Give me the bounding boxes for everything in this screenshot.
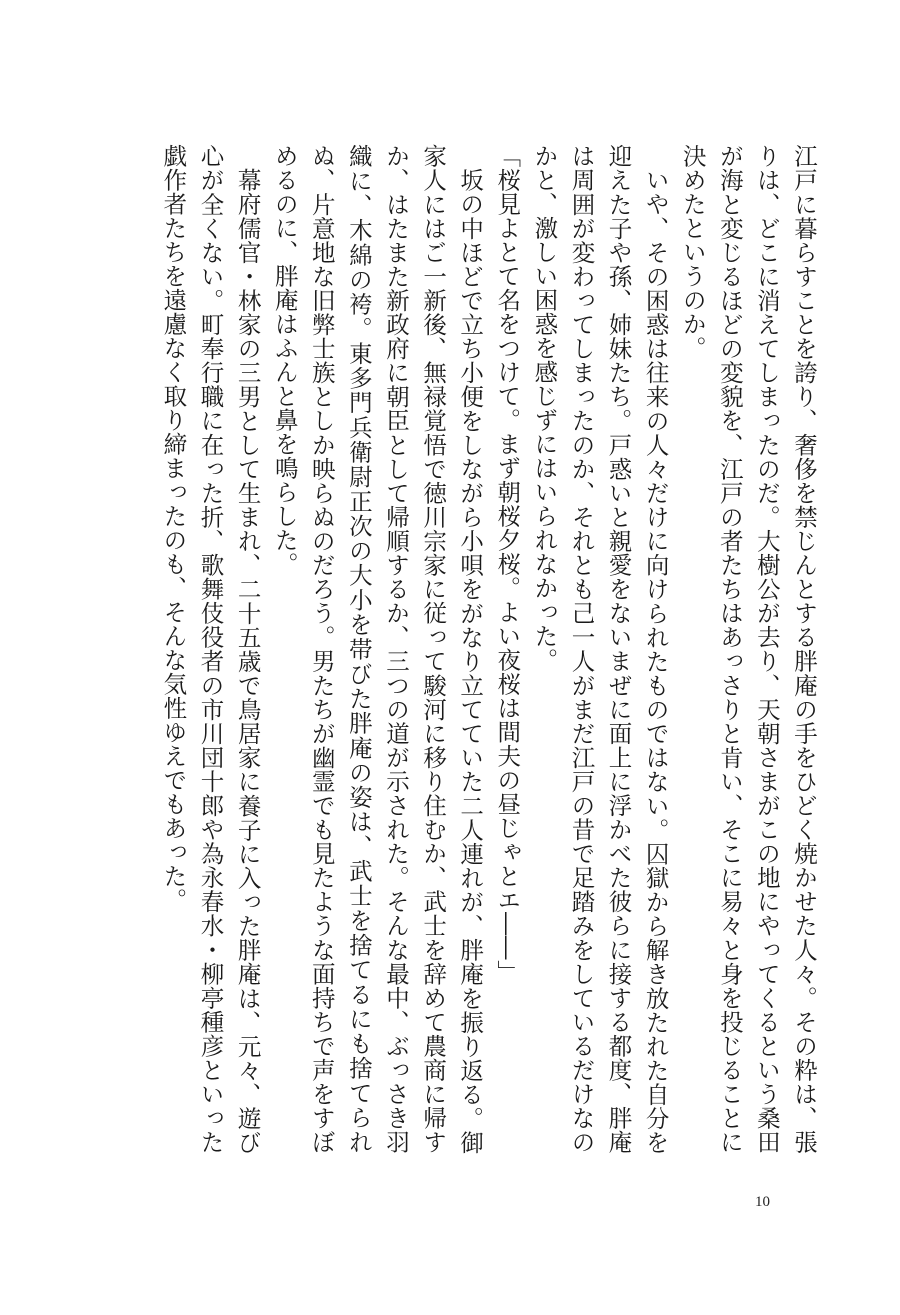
paragraph-5: 幕府儒官・林家の三男として生まれ、二十五歳で鳥居家に養子に入った胖庵は、元々、遊び心が全くない。町奉行職に在った折、歌舞伎役者の市川団十郎や為永春水・柳亭種彦といった戯作者たちを遠慮なく取り締まったのも、そんな気性ゆえでもあった。 (159, 144, 262, 1154)
paragraph-4: 坂の中ほどで立ち小便をしながら小唄をがなり立てていた二人連れが、胖庵を振り返る。御家人にはご一新後、無禄覚悟で徳川宗家に従って駿河に移り住むか、武士を辞めて農商に帰すか、はたまた新政府に朝臣として帰順するか、三つの道が示された。そんな最中、ぶっさき羽織に、木綿の袴。東多門兵衛尉正次の大小を帯びた胖庵の姿は、武士を捨てるにも捨てられぬ、片意地な旧弊士族としか映らぬのだろう。男たちが幽霊でも見たような面持ちで声をすぼめるのに、胖庵はふんと鼻を鳴らした。 (270, 144, 485, 1155)
paragraph-1: 江戸に暮らすことを誇り、奢侈を禁じんとする胖庵の手をひどく焼かせた人々。その粋は、張りは、どこに消えてしまったのだ。大樹公が去り、天朝さまがこの地にやってくるという桑田が海と変じるほどの変貌を、江戸の者たちはあっさりと肯い、そこに易々と身を投じることに決めたというのか。 (678, 144, 818, 1154)
paragraph-2: いや、その困惑は往来の人々だけに向けられたものではない。囚獄から解き放たれた自分を迎えた子や孫、姉妹たち。戸惑いと親愛をないまぜに面上に浮かべた彼らに接する都度、胖庵は周囲が変わってしまったのか、それとも己一人がまだ江戸の昔で足踏みをしているだけなのかと、激しい困惑を感じずにはいられなかった。 (530, 144, 670, 1154)
vertical-text-block (154, 144, 822, 1154)
page-number: 10 (755, 1194, 770, 1210)
paragraph-3: 「桜見よとて名をつけて。まず朝桜夕桜。よい夜桜は間夫の昼じゃとエ――」 (493, 144, 522, 984)
